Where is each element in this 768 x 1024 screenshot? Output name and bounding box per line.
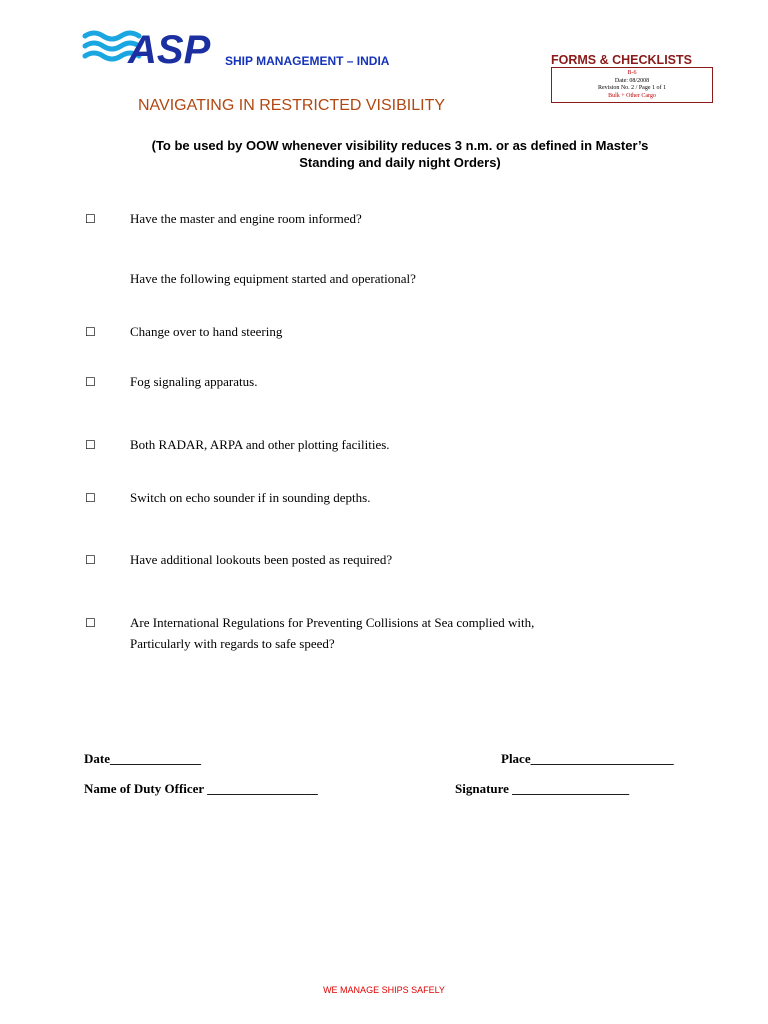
checklist-heading: Have the following equipment started and operational? [130, 271, 416, 286]
company-name: SHIP MANAGEMENT – INDIA [225, 54, 390, 68]
instructions [90, 137, 710, 171]
duty-officer-field[interactable]: Name of Duty Officer _________________ [84, 781, 318, 796]
date-field[interactable]: Date______________ [84, 751, 201, 766]
waves-logo-graphic [82, 27, 222, 69]
checkbox[interactable]: ☐ [85, 491, 96, 505]
doc-code: B-6 [627, 70, 637, 76]
place-field[interactable]: Place______________________ [501, 751, 674, 766]
logo-text: ASP [128, 28, 211, 69]
forms-checklists-label: FORMS & CHECKLISTS [551, 53, 692, 67]
checklist-item-line-1: Are International Regulations for Preventing Collisions at Sea complied with, [130, 615, 535, 630]
checklist-item: Have additional lookouts been posted as required? [130, 552, 393, 567]
checkbox[interactable]: ☐ [85, 375, 96, 389]
checklist-item: Both RADAR, ARPA and other plotting facilities. [130, 437, 390, 452]
checkbox[interactable]: ☐ [85, 438, 96, 452]
instructions-line-1: (To be used by OOW whenever visibility reduces 3 n.m. or as defined in Master’s [151, 138, 649, 153]
checklist-item [130, 612, 534, 654]
doc-scope: Bulk + Other Cargo [608, 92, 656, 99]
footer-slogan: WE MANAGE SHIPS SAFELY [323, 985, 445, 995]
checklist-item: Change over to hand steering [130, 324, 283, 339]
signature-field[interactable]: Signature __________________ [455, 781, 630, 796]
doc-revision: Revision No. 2 / Page 1 of 1 [598, 85, 666, 91]
checkbox[interactable]: ☐ [85, 553, 96, 567]
asp-logo [82, 27, 222, 69]
checkbox[interactable]: ☐ [85, 325, 96, 339]
checklist-item: Switch on echo sounder if in sounding depths. [130, 490, 371, 505]
checklist-item-line-2: Particularly with regards to safe speed? [130, 636, 335, 651]
checklist-item: Fog signaling apparatus. [130, 374, 258, 389]
document-control-box [551, 67, 713, 103]
page-title: NAVIGATING IN RESTRICTED VISIBILITY [138, 97, 446, 114]
doc-date: Date: 08/2008 [614, 77, 650, 84]
instructions-line-2: Standing and daily night Orders) [299, 155, 501, 170]
checklist-item: Have the master and engine room informed? [130, 211, 362, 226]
checkbox[interactable]: ☐ [85, 212, 96, 226]
checkbox[interactable]: ☐ [85, 616, 96, 630]
